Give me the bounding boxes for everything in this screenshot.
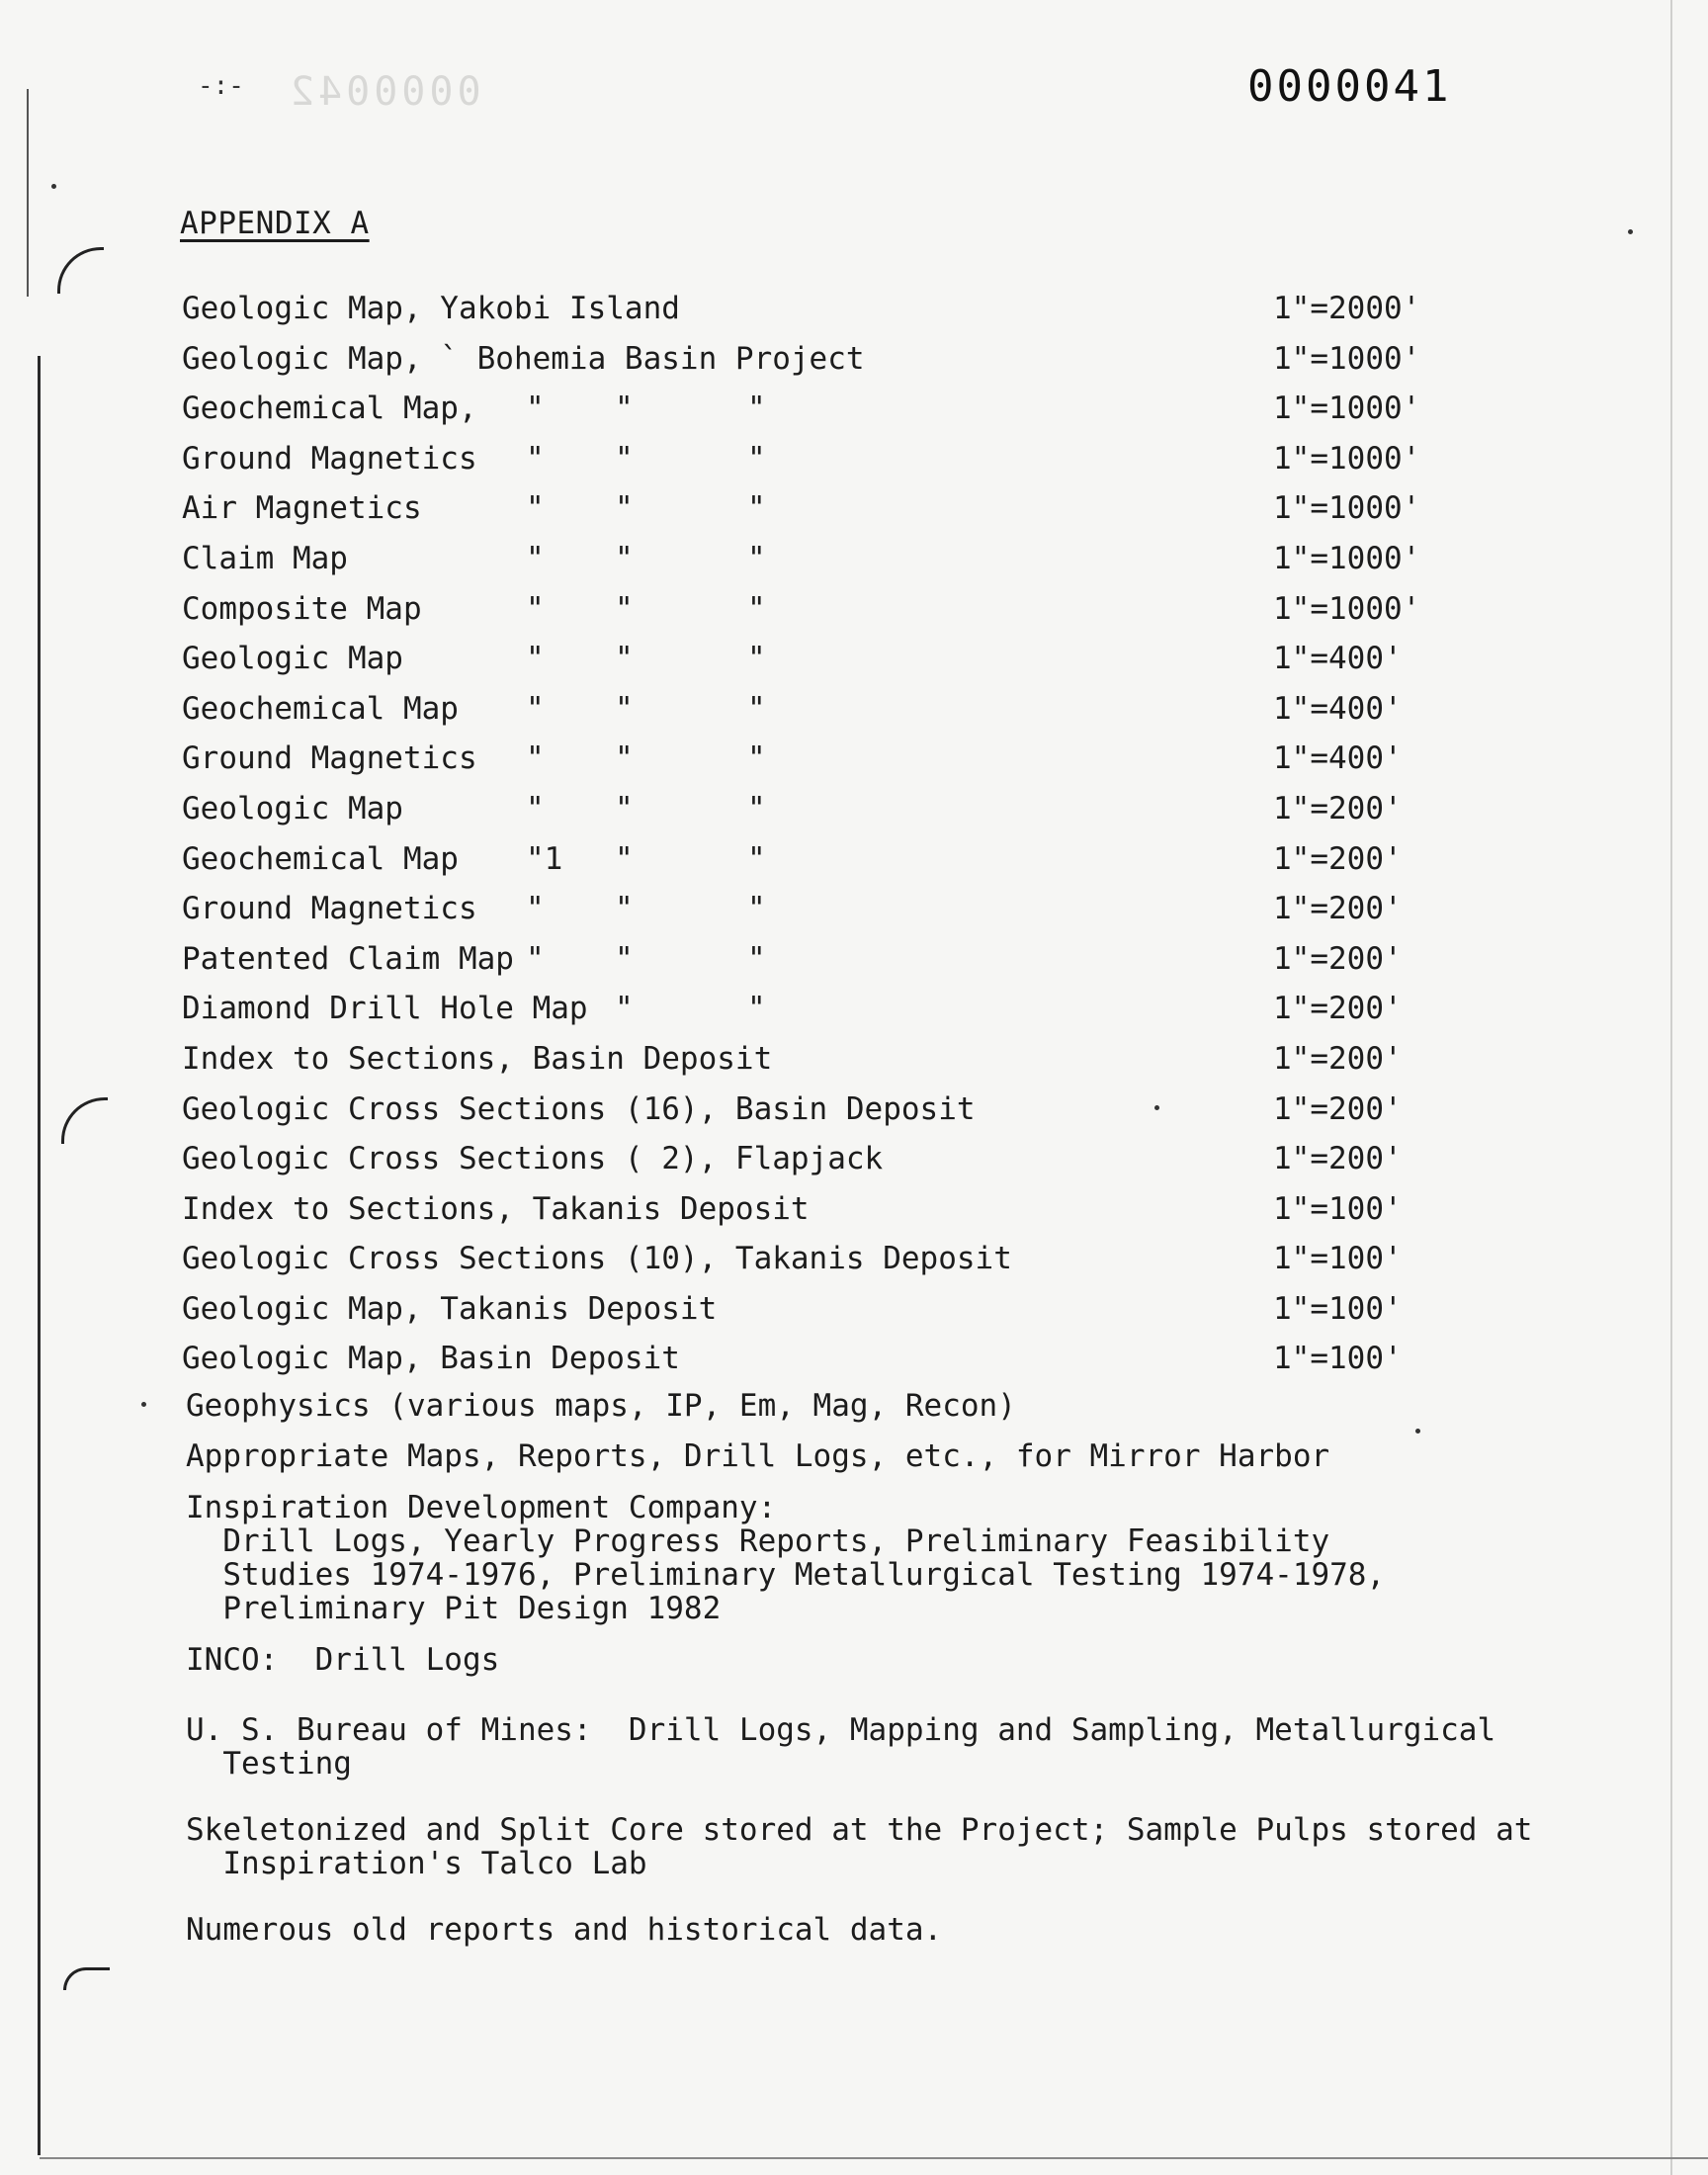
map-scale: 1"=100': [1273, 1241, 1403, 1277]
map-row: [182, 934, 1427, 985]
ditto-mark: ": [615, 641, 634, 677]
ditto-mark: ": [747, 391, 766, 427]
usbm-paragraph: U. S. Bureau of Mines: Drill Logs, Mapping and Sampling, Metallurgical Testing: [186, 1712, 1496, 1782]
map-row: [182, 1334, 1427, 1384]
map-name: Diamond Drill Hole Map: [182, 991, 588, 1027]
scan-speck: [1628, 229, 1633, 234]
map-name: Geochemical Map: [182, 840, 459, 877]
map-scale: 1"=400': [1273, 641, 1403, 677]
map-scale: 1"=200': [1273, 940, 1403, 977]
map-scale: 1"=200': [1273, 790, 1403, 826]
ditto-mark: ": [615, 940, 634, 977]
ditto-mark: ": [747, 790, 766, 826]
page-edge-right: [1670, 0, 1672, 2175]
map-scale: 1"=1000': [1273, 540, 1421, 576]
ditto-mark: ": [615, 590, 634, 627]
map-row: [182, 483, 1427, 534]
map-scale: 1"=200': [1273, 1040, 1403, 1077]
map-name: Ground Magnetics: [182, 740, 477, 777]
core-storage-paragraph: Skeletonized and Split Core stored at the Project; Sample Pulps stored at Inspiration's Talco Lab: [186, 1812, 1533, 1881]
ditto-mark: "1: [526, 840, 563, 877]
ditto-mark: ": [526, 540, 545, 576]
map-row: [182, 734, 1427, 784]
document-number: 0000041: [1247, 61, 1452, 112]
map-name: Geologic Cross Sections (16), Basin Deposit: [182, 1090, 976, 1127]
binding-mark: [27, 89, 29, 297]
map-name: Geologic Cross Sections (10), Takanis Deposit: [182, 1241, 1012, 1277]
ditto-mark: ": [747, 840, 766, 877]
ditto-mark: ": [526, 641, 545, 677]
map-name: Geologic Map: [182, 790, 403, 826]
map-scale: 1"=100': [1273, 1290, 1403, 1327]
map-row: [182, 784, 1427, 834]
margin-rule: [38, 356, 41, 2155]
map-row: [182, 684, 1427, 735]
ditto-mark: ": [526, 790, 545, 826]
ditto-mark: ": [615, 740, 634, 777]
ditto-mark: ": [747, 540, 766, 576]
inspiration-paragraph: Inspiration Development Company: Drill Logs, Yearly Progress Reports, Preliminary Feasibility Studies 1974-1976, Preliminary Metallurgical Testing 1974-1978, Preliminary Pit Design 1982: [186, 1490, 1386, 1626]
punch-hole-arc: [57, 247, 104, 294]
ditto-mark: ": [526, 490, 545, 527]
scan-speck: [141, 1402, 146, 1407]
map-name: Ground Magnetics: [182, 891, 477, 927]
ditto-mark: ": [747, 490, 766, 527]
map-scale: 1"=1000': [1273, 340, 1421, 377]
map-row: [182, 584, 1427, 635]
map-row: [182, 334, 1427, 385]
ditto-mark: ": [747, 440, 766, 477]
ditto-mark: ": [747, 891, 766, 927]
map-row: [182, 1284, 1427, 1335]
ditto-mark: ": [615, 490, 634, 527]
ditto-mark: ": [615, 440, 634, 477]
map-row: [182, 434, 1427, 484]
map-scale: 1"=1000': [1273, 590, 1421, 627]
map-scale: 1"=100': [1273, 1190, 1403, 1227]
map-name: Geologic Cross Sections ( 2), Flapjack: [182, 1141, 884, 1177]
map-scale: 1"=1000': [1273, 440, 1421, 477]
map-row: [182, 1184, 1427, 1235]
ditto-mark: ": [747, 590, 766, 627]
map-name: Air Magnetics: [182, 490, 422, 527]
ditto-mark: ": [526, 891, 545, 927]
ditto-mark: ": [615, 790, 634, 826]
map-scale: 1"=200': [1273, 1090, 1403, 1127]
map-name: Patented Claim Map: [182, 940, 514, 977]
punch-hole-arc: [63, 1967, 110, 1990]
bleed-through-number: 0000042: [287, 69, 481, 115]
ditto-mark: ": [526, 391, 545, 427]
map-name: Index to Sections, Takanis Deposit: [182, 1190, 810, 1227]
ditto-mark: ": [747, 991, 766, 1027]
ditto-mark: ": [747, 740, 766, 777]
ditto-mark: ": [526, 940, 545, 977]
map-scale: 1"=200': [1273, 991, 1403, 1027]
ditto-mark: ": [526, 740, 545, 777]
historical-data-line: Numerous old reports and historical data.: [186, 1912, 943, 1948]
map-name: Geologic Map, Takanis Deposit: [182, 1290, 718, 1327]
map-name: Geologic Map, Basin Deposit: [182, 1341, 680, 1377]
page-edge-bottom: [40, 2157, 1708, 2159]
scan-speck: [51, 184, 56, 189]
map-name: Geologic Map, ` Bohemia Basin Project: [182, 340, 865, 377]
inco-line: INCO: Drill Logs: [186, 1642, 500, 1678]
ditto-mark: ": [526, 440, 545, 477]
ditto-mark: ": [747, 690, 766, 727]
map-scale: 1"=100': [1273, 1341, 1403, 1377]
map-row: [182, 1085, 1427, 1135]
ditto-mark: ": [747, 641, 766, 677]
map-scale: 1"=200': [1273, 840, 1403, 877]
map-row: [182, 1134, 1427, 1184]
ditto-mark: ": [615, 891, 634, 927]
ditto-mark: ": [615, 690, 634, 727]
ditto-mark: ": [526, 590, 545, 627]
map-row: [182, 984, 1427, 1034]
map-name: Composite Map: [182, 590, 422, 627]
map-name: Index to Sections, Basin Deposit: [182, 1040, 773, 1077]
scan-speck: [1415, 1429, 1420, 1434]
map-row: [182, 834, 1427, 885]
map-scale: 1"=2000': [1273, 291, 1421, 326]
map-scale: 1"=200': [1273, 1141, 1403, 1177]
ditto-mark: ": [615, 840, 634, 877]
map-row: [182, 284, 1427, 334]
map-name: Geologic Map: [182, 641, 403, 677]
map-scale: 1"=400': [1273, 740, 1403, 777]
ditto-mark: ": [747, 940, 766, 977]
map-name: Ground Magnetics: [182, 440, 477, 477]
punch-hole-arc: [61, 1097, 108, 1144]
map-name: Geologic Map, Yakobi Island: [182, 291, 680, 326]
map-name: Geochemical Map: [182, 690, 459, 727]
map-scale: 1"=400': [1273, 690, 1403, 727]
ditto-mark: ": [615, 540, 634, 576]
geophysics-line: Geophysics (various maps, IP, Em, Mag, Recon): [186, 1388, 1016, 1424]
map-name: Claim Map: [182, 540, 348, 576]
map-name: Geochemical Map,: [182, 391, 477, 427]
map-row: [182, 1234, 1427, 1284]
map-scale: 1"=1000': [1273, 490, 1421, 527]
ditto-mark: ": [526, 690, 545, 727]
map-row: [182, 634, 1427, 684]
mirror-harbor-line: Appropriate Maps, Reports, Drill Logs, etc., for Mirror Harbor: [186, 1438, 1330, 1474]
map-row: [182, 534, 1427, 584]
map-row: [182, 884, 1427, 934]
map-list: [182, 284, 1427, 1384]
ditto-mark: ": [615, 391, 634, 427]
map-scale: 1"=200': [1273, 891, 1403, 927]
map-row: [182, 384, 1427, 434]
appendix-title: APPENDIX A: [180, 206, 370, 241]
map-row: [182, 1034, 1427, 1085]
map-scale: 1"=1000': [1273, 391, 1421, 427]
ditto-mark: ": [615, 991, 634, 1027]
corner-mark: -:-: [198, 71, 244, 101]
